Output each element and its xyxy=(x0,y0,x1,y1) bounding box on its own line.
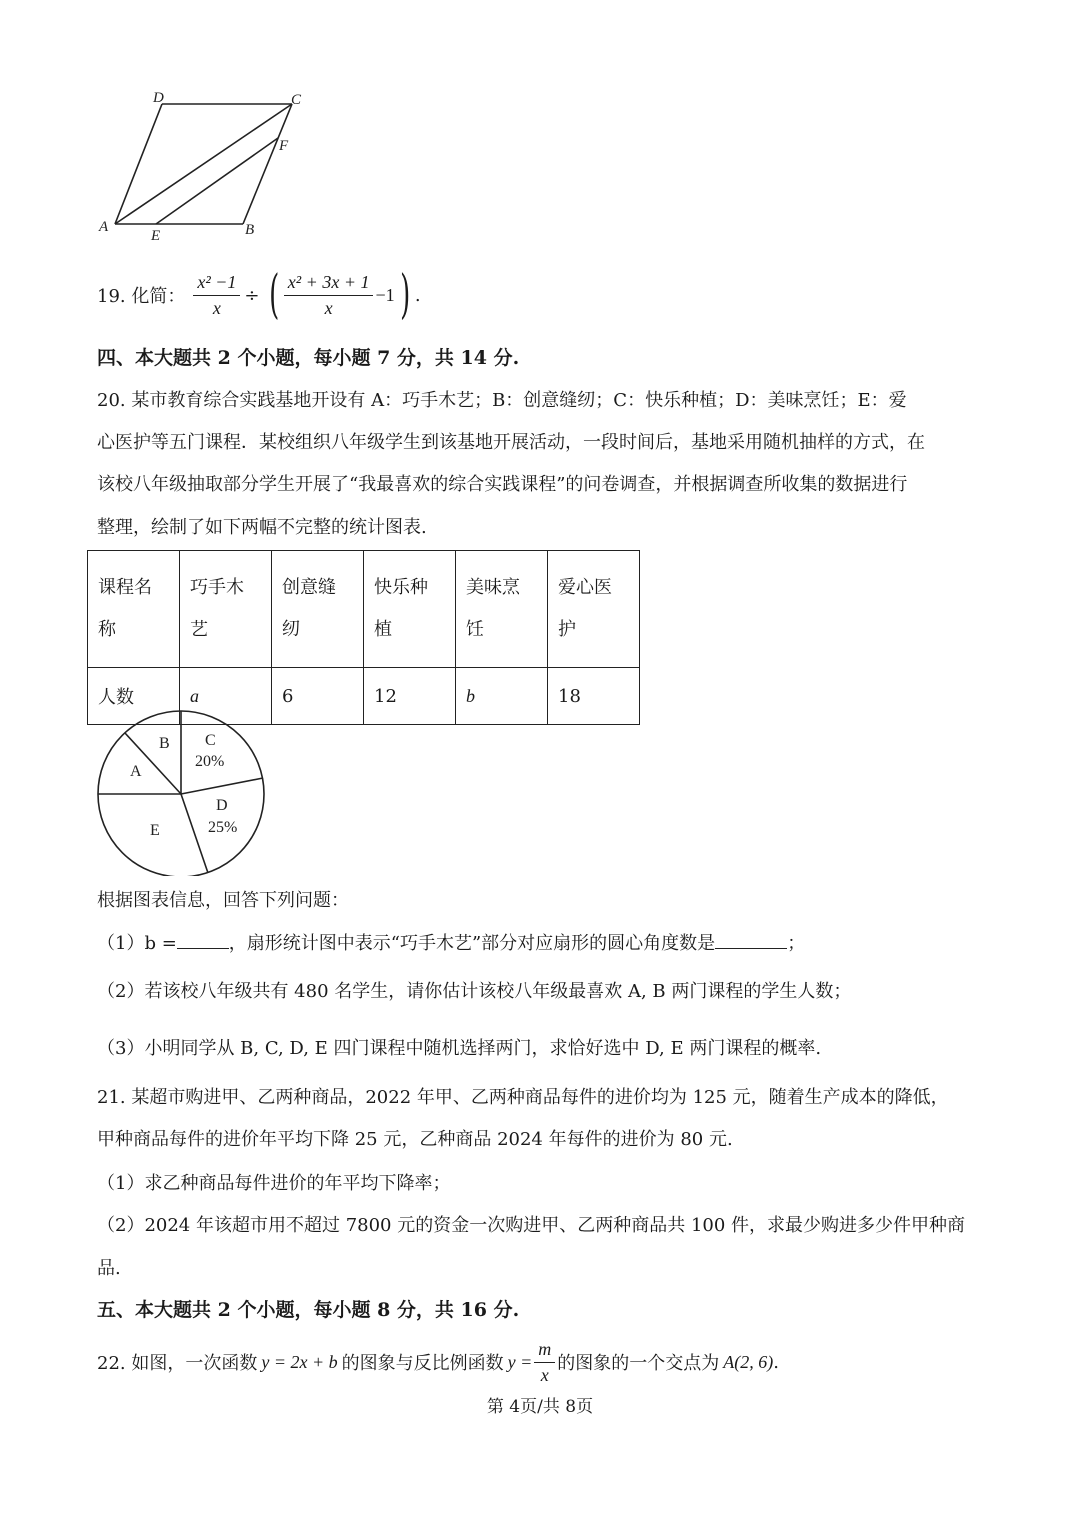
q21-part-2: （2）2024 年该超市用不超过 7800 元的资金一次购进甲、乙两种商品共 100 件，求最少购进多少件甲种商 xyxy=(97,1215,966,1236)
table-cell: 12 xyxy=(364,668,456,725)
q19-divide: ÷ xyxy=(244,284,260,306)
segment-ac xyxy=(115,104,292,224)
q20-line-4: 整理，绘制了如下两幅不完整的统计图表. xyxy=(97,517,427,538)
q22-denominator: x xyxy=(540,1364,549,1385)
section-5-heading: 五、本大题共 2 个小题，每小题 8 分，共 16 分. xyxy=(97,1299,520,1321)
q19-fraction-2 xyxy=(284,272,374,319)
pie-divider-right xyxy=(181,778,263,794)
label-d: D xyxy=(153,90,164,106)
table-header-cell: 创意缝纫 xyxy=(272,551,364,668)
q19-prefix: 19. 化简： xyxy=(97,286,186,307)
pie-label-d: D xyxy=(216,797,228,814)
label-b: B xyxy=(245,222,255,238)
q19-period: . xyxy=(414,284,421,306)
pie-label-d-percent: 25% xyxy=(208,819,238,836)
q22-text-c: 的图象与反比例函数 xyxy=(341,1353,504,1374)
q19-fraction-1 xyxy=(193,272,240,319)
q19-denominator-2: x xyxy=(324,297,333,318)
table-cell: a xyxy=(180,668,272,725)
segment-ad xyxy=(115,104,162,224)
table-cell: 18 xyxy=(548,668,640,725)
q19-numerator-2: x² + 3x + 1 xyxy=(284,272,374,296)
label-e: E xyxy=(151,228,161,243)
table-header-row xyxy=(88,551,640,668)
q20-part-1-b: ，扇形统计图中表示“巧手木艺”部分对应扇形的圆心角度数是 xyxy=(228,933,716,954)
table-cell: 6 xyxy=(272,668,364,725)
q21-part-2-cont: 品. xyxy=(97,1258,121,1279)
q19-denominator-1: x xyxy=(212,297,221,318)
table-header-cell: 课程名称 xyxy=(88,551,180,668)
table-header-cell: 爱心医护 xyxy=(548,551,640,668)
q22-point-a: A(2, 6) xyxy=(723,1351,774,1372)
q19-paren-left: ( xyxy=(268,265,279,325)
pie-label-b: B xyxy=(159,735,170,752)
parallelogram-figure xyxy=(95,88,315,243)
q19-numerator-1: x² −1 xyxy=(193,272,240,296)
q21-line-1: 21. 某超市购进甲、乙两种商品，2022 年甲、乙两种商品每件的进价均为 125 元，随着生产成本的降低， xyxy=(97,1087,949,1108)
table-header-cell: 快乐种植 xyxy=(364,551,456,668)
q19-paren-right: ) xyxy=(399,265,410,325)
q22-inverse-y: y = xyxy=(507,1351,533,1372)
q22-period: . xyxy=(773,1351,779,1373)
q20-part-1 xyxy=(97,930,805,957)
q22-linear-function: y = 2x + b xyxy=(261,1351,338,1372)
q19-minus-one: −1 xyxy=(375,284,395,305)
page-footer: 第 4页/共 8页 xyxy=(486,1397,594,1417)
q20-part-1-a: （1）b = xyxy=(97,933,177,954)
table-header-cell: 巧手木艺 xyxy=(180,551,272,668)
table-cell: 人数 xyxy=(88,668,180,725)
q20-part-1-c: ； xyxy=(787,933,806,954)
q20-line-2: 心医护等五门课程．某校组织八年级学生到该基地开展活动，一段时间后，基地采用随机抽样的方式，在 xyxy=(97,432,925,453)
q20-line-1: 20. 某市教育综合实践基地开设有 A：巧手木艺；B：创意缝纫；C：快乐种植；D：美味烹饪；E：爱 xyxy=(97,390,907,411)
q21-line-2: 甲种商品每件的进价年平均下降 25 元，乙种商品 2024 年每件的进价为 80 元. xyxy=(97,1129,733,1150)
label-f: F xyxy=(279,138,289,154)
answer-blank xyxy=(177,930,229,949)
q20-part-3: （3）小明同学从 B, C, D, E 四门课程中随机选择两门，求恰好选中 D, E 两门课程的概率. xyxy=(97,1038,822,1059)
q22-text-a: 22. 如图，一次函数 xyxy=(97,1353,258,1374)
question-22 xyxy=(97,1334,779,1390)
label-a: A xyxy=(99,219,109,235)
q22-fraction xyxy=(534,1339,555,1386)
q20-intro: 根据图表信息，回答下列问题： xyxy=(97,890,349,911)
pie-divider-bottom xyxy=(181,794,208,873)
answer-blank xyxy=(715,930,787,949)
q22-numerator: m xyxy=(534,1339,555,1363)
pie-label-c: C xyxy=(205,732,216,749)
pie-label-c-percent: 20% xyxy=(195,753,225,770)
table-header-cell: 美味烹饪 xyxy=(456,551,548,668)
pie-chart xyxy=(95,708,271,876)
q20-line-3: 该校八年级抽取部分学生开展了“我最喜欢的综合实践课程”的问卷调查，并根据调查所收集的数据进行 xyxy=(97,474,908,495)
course-stats-table xyxy=(87,550,640,725)
table-cell: b xyxy=(456,668,548,725)
pie-label-a: A xyxy=(130,763,142,780)
q21-part-1: （1）求乙种商品每件进价的年平均下降率； xyxy=(97,1173,451,1194)
section-4-heading: 四、本大题共 2 个小题，每小题 7 分，共 14 分. xyxy=(97,347,520,369)
segment-cb xyxy=(243,104,292,224)
question-19 xyxy=(97,262,421,328)
label-c: C xyxy=(291,92,302,108)
q22-text-e: 的图象的一个交点为 xyxy=(557,1353,720,1374)
pie-label-e: E xyxy=(150,822,160,839)
q20-part-2: （2）若该校八年级共有 480 名学生，请你估计该校八年级最喜欢 A, B 两门课程的学生人数； xyxy=(97,981,852,1002)
